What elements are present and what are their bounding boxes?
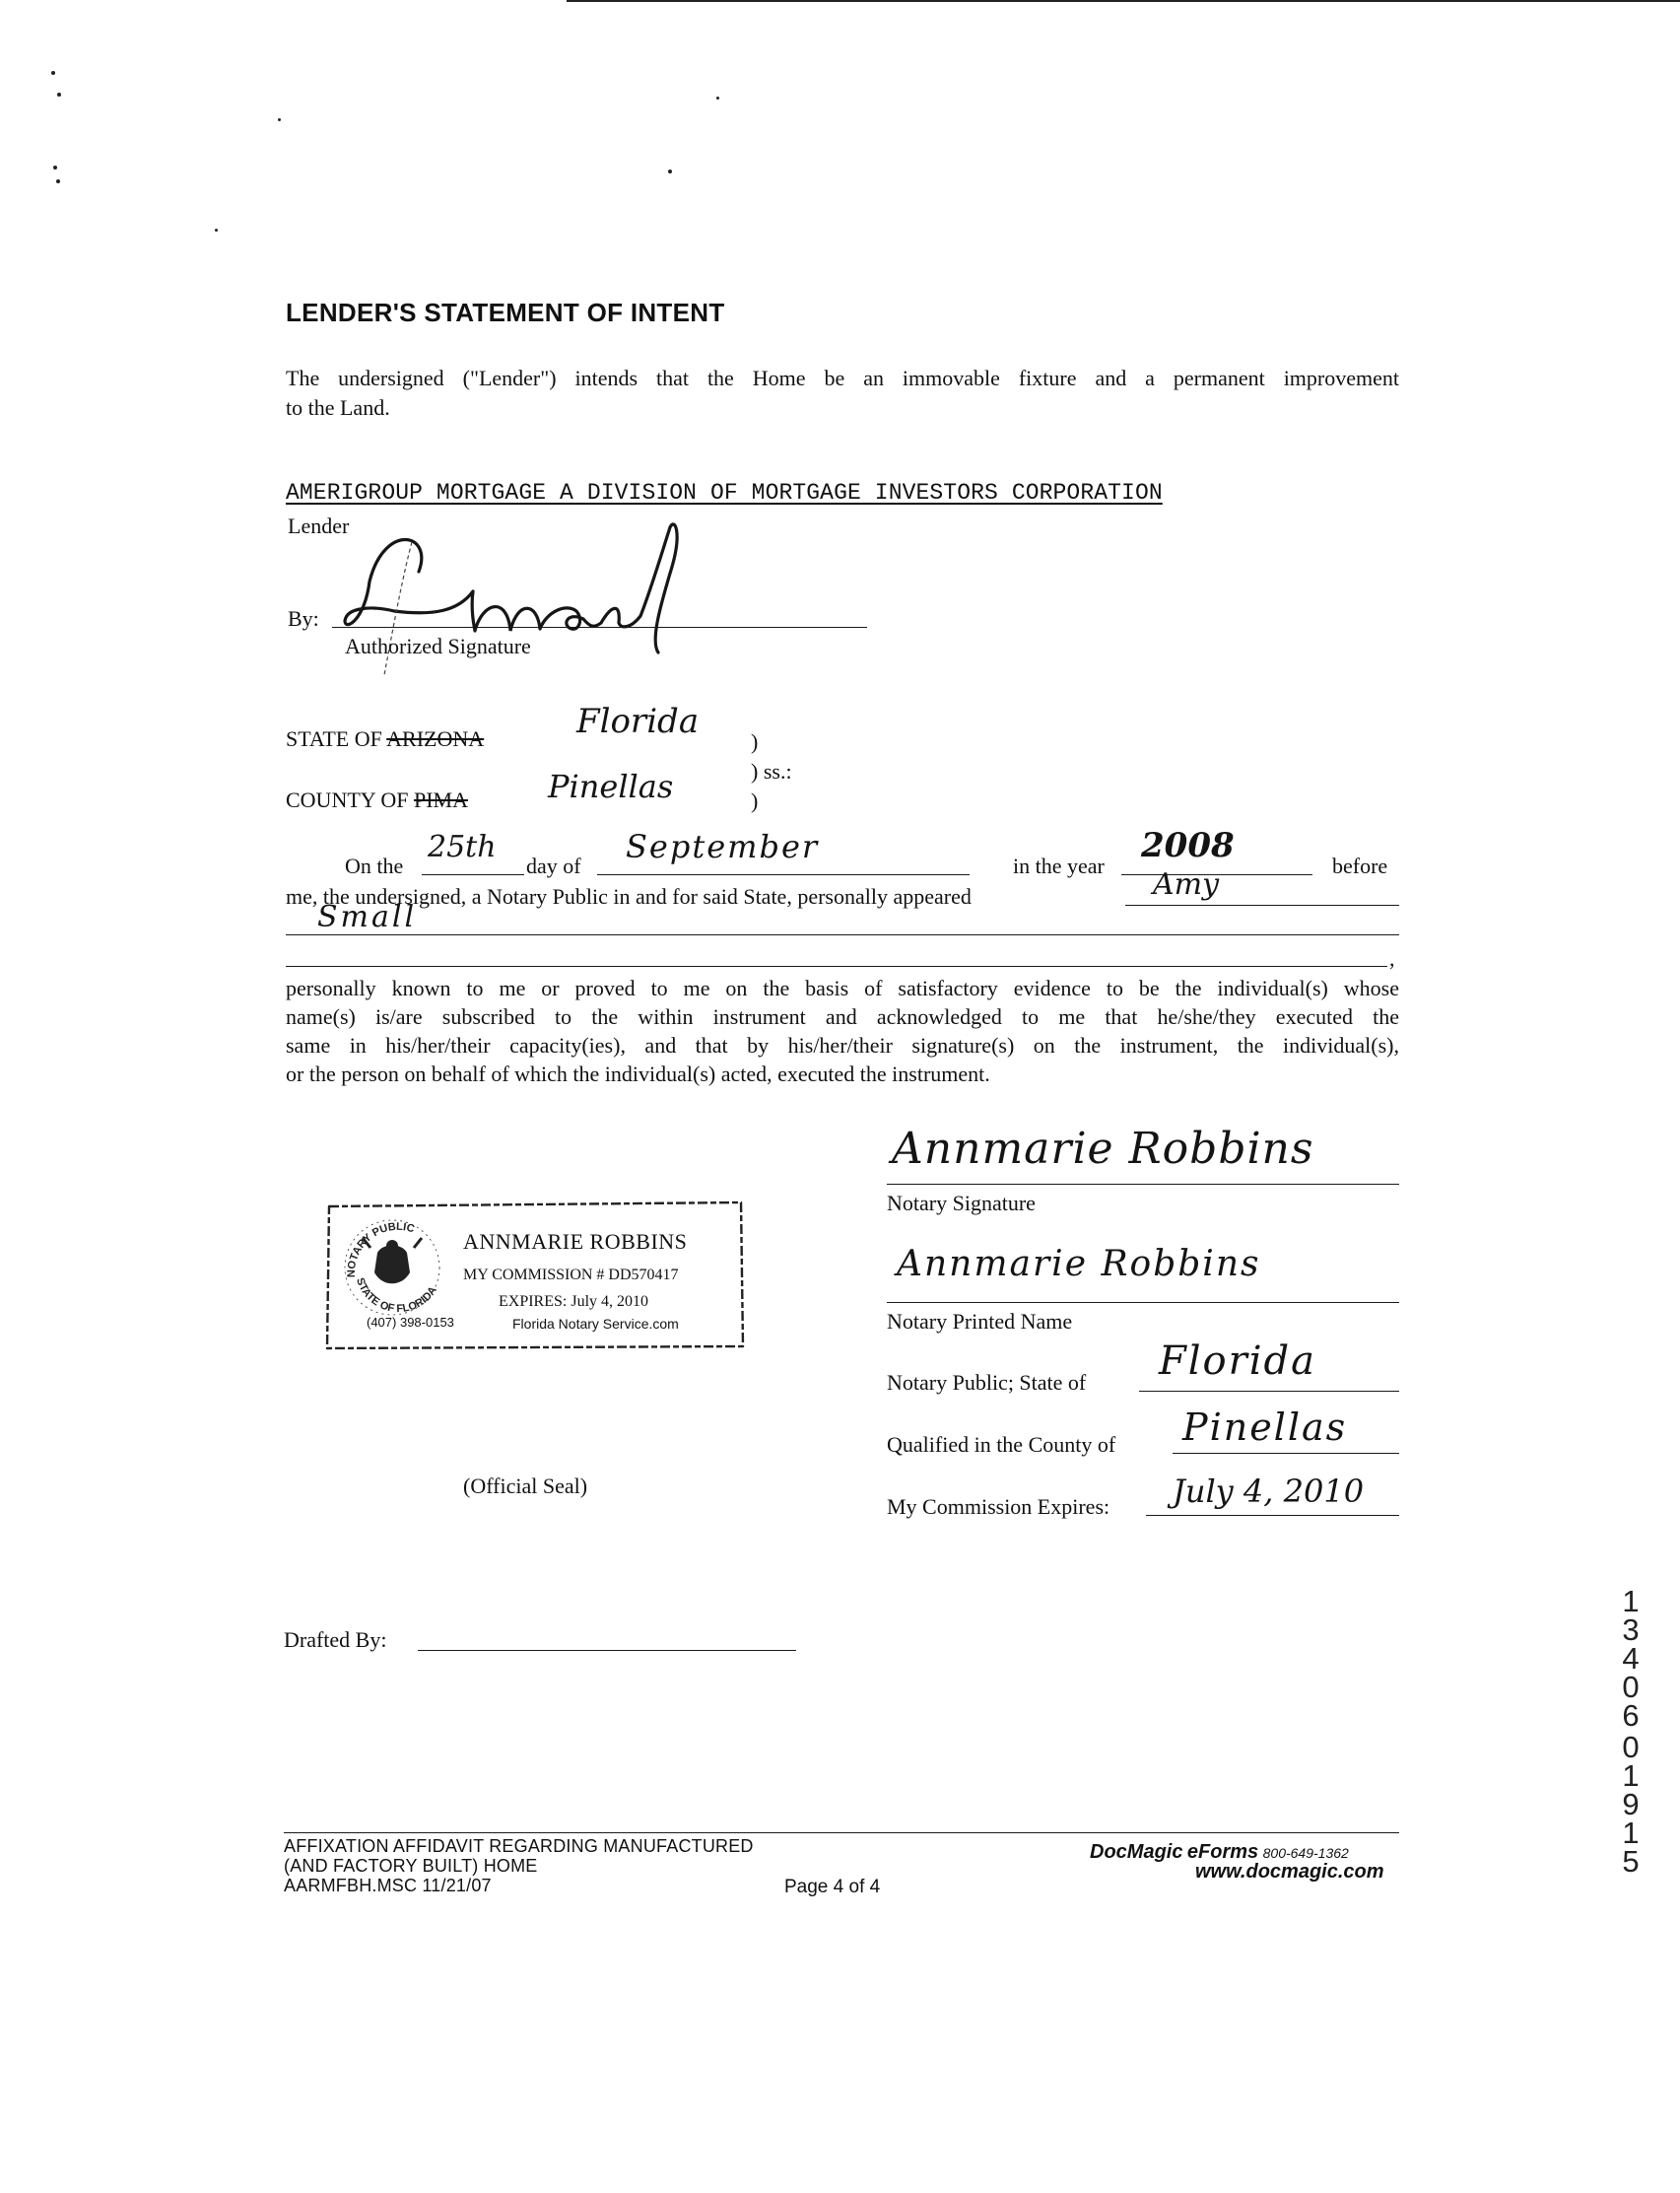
seal-phone: (407) 398-0153 [367, 1315, 454, 1330]
lender-name: AMERIGROUP MORTGAGE A DIVISION OF MORTGAGE INVESTORS CORPORATION [286, 480, 1163, 506]
seal-arc-top: NOTARY PUBLIC [345, 1220, 416, 1278]
trailing-comma: , [1389, 946, 1395, 971]
appeared-line-3 [286, 966, 1387, 967]
notary-state-line [1139, 1391, 1399, 1392]
notary-expires-handwritten: July 4, 2010 [1173, 1473, 1365, 1510]
state-handwritten: Florida [576, 702, 700, 741]
footer-left-line-2: (AND FACTORY BUILT) HOME [284, 1856, 538, 1876]
seal-service: Florida Notary Service.com [512, 1316, 679, 1332]
notary-state-handwritten: Florida [1159, 1338, 1316, 1384]
paren-bottom: ) [751, 788, 759, 813]
drafted-by-line [418, 1650, 796, 1651]
notary-county-label: Qualified in the County of [887, 1432, 1116, 1457]
scan-top-edge [567, 0, 1680, 2]
notary-county-line [1173, 1453, 1399, 1454]
lender-signature [325, 513, 739, 690]
appeared-line-2 [286, 934, 1399, 935]
day-line [422, 874, 524, 875]
county-struck-text: PIMA [413, 788, 468, 812]
notary-signature-label: Notary Signature [887, 1191, 1036, 1215]
appeared-handwritten-1: Amy [1153, 867, 1220, 902]
notary-printed-name-label: Notary Printed Name [887, 1309, 1073, 1334]
county-label: COUNTY OF [286, 788, 409, 812]
appeared-text: me, the undersigned, a Notary Public in and for said State, personally appeared [286, 884, 972, 909]
scan-speck [716, 97, 719, 100]
official-seal-caption: (Official Seal) [463, 1473, 588, 1498]
acknowledgment-line-1: personally known to me or proved to me on the basis of satisfactory evidence to be the individual(s) whose [286, 976, 1399, 1000]
seal-expires: EXPIRES: July 4, 2010 [499, 1293, 649, 1310]
seal-arc-bottom: STATE OF FLORIDA [354, 1276, 439, 1316]
appeared-handwritten-2: Small [317, 900, 418, 934]
authorized-signature-caption: Authorized Signature [345, 634, 531, 658]
notary-state-label: Notary Public; State of [887, 1370, 1087, 1395]
drafted-by-label: Drafted By: [284, 1627, 387, 1652]
footer-page-number: Page 4 of 4 [784, 1877, 881, 1897]
seal-commission: MY COMMISSION # DD570417 [463, 1267, 679, 1283]
lender-label: Lender [288, 514, 350, 538]
notary-signature-handwritten: Annmarie Robbins [892, 1124, 1314, 1174]
day-of-label: day of [526, 854, 581, 878]
docmagic-product: eForms [1186, 1841, 1259, 1863]
state-line [286, 724, 484, 753]
footer-form-title [284, 1836, 754, 1895]
notary-signature-line [887, 1184, 1399, 1185]
seal-notary-name: ANNMARIE ROBBINS [463, 1229, 688, 1254]
on-the-label: On the [345, 854, 404, 878]
ss-label: ) ss.: [751, 759, 792, 784]
acknowledgment-line-3: same in his/her/their capacity(ies), and that by his/her/their signature(s) on the instrument, the individual(s), [286, 1033, 1399, 1058]
notary-expires-line [1146, 1515, 1399, 1516]
day-handwritten: 25th [428, 830, 497, 864]
month-handwritten: September [626, 828, 820, 865]
docmagic-url: www.docmagic.com [1195, 1861, 1384, 1883]
acknowledgment-line-2: name(s) is/are subscribed to the within instrument and acknowledged to me that he/she/they executed the [286, 1004, 1399, 1029]
month-line [597, 874, 970, 875]
page-heading: LENDER'S STATEMENT OF INTENT [286, 298, 725, 327]
notary-printed-name-line [887, 1302, 1399, 1303]
svg-text:STATE OF FLORIDA [354, 1276, 439, 1315]
county-line [286, 786, 468, 814]
scan-speck [53, 166, 57, 170]
footer-rule [284, 1832, 1399, 1833]
scan-speck [51, 71, 55, 75]
notary-county-handwritten: Pinellas [1182, 1405, 1348, 1449]
year-handwritten: 2008 [1141, 826, 1235, 865]
state-struck-text: ARIZONA [386, 726, 485, 751]
scan-speck [215, 229, 218, 232]
acknowledgment-line-4: or the person on behalf of which the individual(s) acted, executed the instrument. [286, 1062, 990, 1086]
appeared-line-1 [1125, 905, 1399, 906]
by-label: By: [288, 606, 319, 631]
scan-speck [668, 170, 672, 173]
recording-number-lower: 01915 [1622, 1730, 1640, 1879]
docmagic-phone: 800-649-1362 [1262, 1845, 1349, 1861]
in-the-year-label: in the year [1013, 854, 1105, 878]
paren-top: ) [751, 729, 759, 754]
intro-line-1: The undersigned ("Lender") intends that the Home be an immovable fixture and a permanent improvement [286, 366, 1399, 390]
docmagic-brand: DocMagic [1090, 1841, 1183, 1863]
seal-arc-text [343, 1218, 451, 1327]
county-handwritten: Pinellas [548, 768, 674, 805]
footer-left-line-1: AFFIXATION AFFIDAVIT REGARDING MANUFACTURED [284, 1836, 754, 1856]
scan-speck [57, 93, 61, 97]
svg-text:NOTARY PUBLIC [346, 1221, 416, 1277]
notary-expires-label: My Commission Expires: [887, 1494, 1110, 1519]
recording-number-upper: 13406 [1622, 1584, 1640, 1733]
state-label: STATE OF [286, 726, 382, 751]
intro-line-2: to the Land. [286, 395, 390, 420]
scan-speck [278, 118, 281, 121]
before-label: before [1332, 854, 1388, 878]
scan-speck [56, 179, 60, 183]
notary-printed-name-handwritten: Annmarie Robbins [897, 1244, 1261, 1284]
footer-left-line-3: AARMFBH.MSC 11/21/07 [284, 1876, 492, 1895]
